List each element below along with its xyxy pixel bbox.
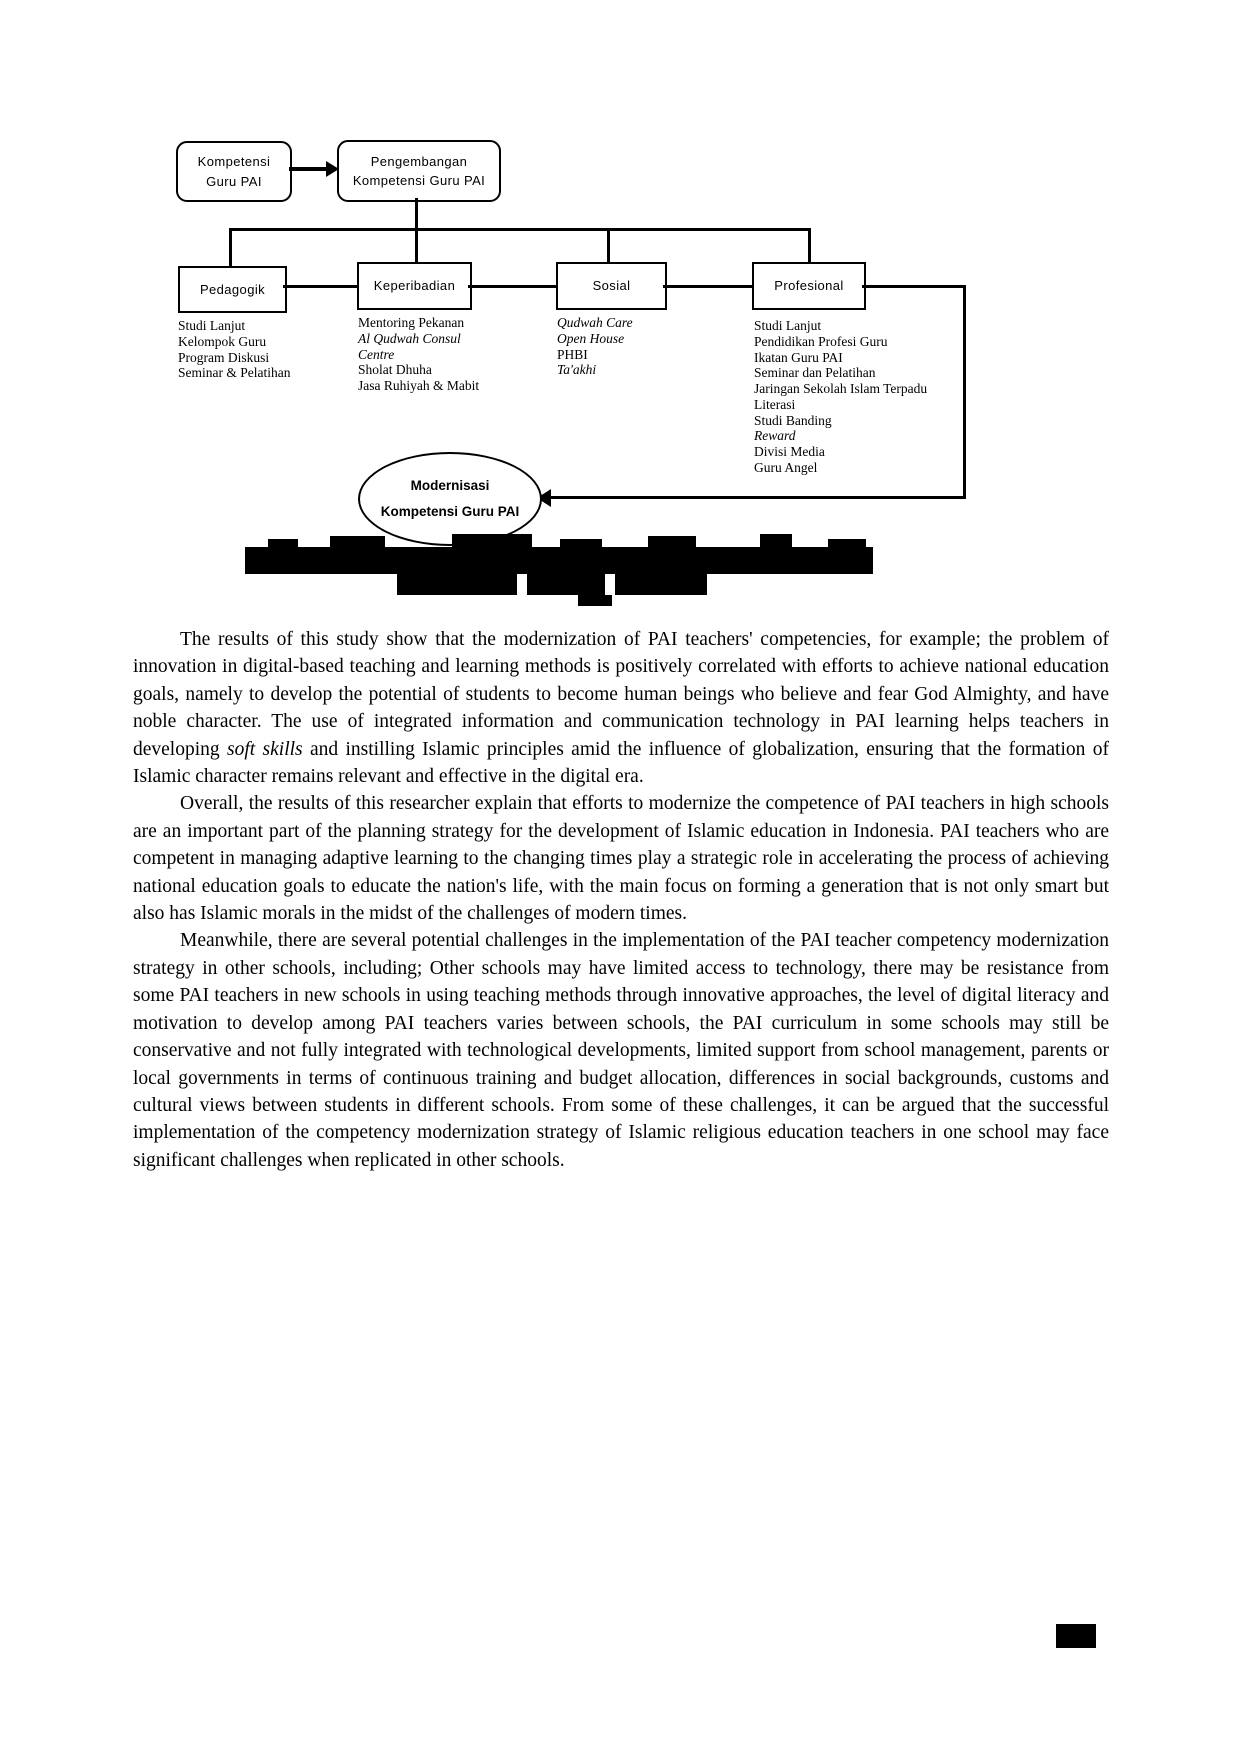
connector-line — [663, 285, 752, 288]
node-label-line: Pengembangan — [370, 153, 468, 169]
redaction-bar — [527, 574, 605, 595]
text-segment: Meanwhile, there are several potential challenges in the implementation of the PAI teacher competency modernization strategy in other schools, including; Other schools may have limited access to technology, there may be resistance from some PAI teachers in new schools in using teaching methods through innovative approaches, the level of digital literacy and motivation to develop among PAI teachers varies between schools, the PAI curriculum in some schools may still be conservative and not fully integrated with technological developments, limited support from school management, parents or local governments in terms of continuous training and budget allocation, differences in social backgrounds, customs and cultural views between students in different schools. From some of these challenges, it can be argued that the successful implementation of the competency modernization strategy of Islamic religious education teachers in one school may face significant challenges when replicated in other schools. — [133, 930, 1109, 1171]
text-segment: Overall, the results of this researcher explain that efforts to modernize the competence of PAI teachers in high schools are an important part of the planning strategy for the development of Islamic education in Indonesia. PAI teachers who are competent in managing adaptive learning to the changing times play a strategic role in accelerating the process of achieving national education goals to educate the nation's life, with the main focus on forming a generation that is not only smart but also has Islamic morals in the midst of the challenges of modern times. — [133, 793, 1109, 925]
connector-line — [229, 228, 811, 231]
node-label: Pedagogik — [199, 281, 266, 297]
list-item: Guru Angel — [754, 460, 818, 476]
pedagogik-item-list — [178, 318, 328, 381]
node-label-line: Modernisasi — [410, 478, 490, 494]
redaction-bar — [828, 539, 866, 548]
flowchart-node-kompetensi-guru-pai — [176, 141, 292, 202]
list-item: Kelompok Guru — [178, 333, 267, 349]
node-label-line: Guru PAI — [206, 173, 262, 189]
list-item: Studi Lanjut — [754, 318, 822, 333]
keperibadian-item-list — [358, 315, 496, 394]
redaction-bar — [330, 536, 385, 548]
flowchart-node-modernisasi — [358, 452, 542, 546]
list-item: Studi Banding — [754, 412, 832, 428]
node-label-line: Kompetensi Guru PAI — [380, 504, 520, 519]
connector-line — [468, 285, 556, 288]
text-segment: The results of this study show that the modernization of PAI teachers' competencies, for example; the problem of innovation in digital-based teaching and learning methods is positively correlated with efforts to achieve national education goals, namely to develop the potential of students to become human beings who believe and fear God Almighty, and have noble character. The use of integrated information and communication technology in PAI learning helps teachers in developing — [133, 629, 1109, 760]
node-label-line: Kompetensi — [197, 154, 271, 169]
text-segment: soft skills — [227, 738, 303, 760]
list-item: Jaringan Sekolah Islam Terpadu — [754, 381, 928, 397]
text-segment: and instilling Islamic principles amid the influence of globalization, ensuring that the formation of Islamic character remains relevant and effective in the digital era. — [133, 738, 1109, 788]
list-item: Studi Lanjut — [178, 318, 246, 333]
redaction-bar — [268, 539, 298, 548]
flowchart-node-profesional — [752, 262, 866, 310]
connector-line — [283, 285, 357, 288]
redaction-bar — [760, 534, 792, 548]
redaction-bar — [578, 595, 612, 606]
sosial-item-list — [557, 315, 687, 378]
list-item: Mentoring Pekanan — [358, 315, 465, 330]
list-item: Program Diskusi — [178, 349, 270, 365]
node-label: Keperibadian — [373, 278, 456, 294]
connector-line — [229, 228, 232, 267]
list-item: Seminar & Pelatihan — [178, 365, 291, 381]
list-item: Qudwah Care — [557, 315, 633, 330]
list-item: Divisi Media — [754, 444, 825, 460]
list-item: Ikatan Guru PAI — [754, 349, 843, 365]
list-item: Pendidikan Profesi Guru — [754, 333, 888, 349]
node-label: Sosial — [592, 278, 631, 294]
list-item: Reward — [754, 428, 796, 444]
redaction-bar — [560, 539, 602, 548]
connector-line — [963, 285, 966, 499]
list-item: Seminar dan Pelatihan — [754, 365, 876, 381]
list-item: PHBI — [557, 346, 588, 362]
profesional-item-list — [754, 318, 958, 476]
flowchart-node-pedagogik — [178, 266, 287, 313]
node-label: Profesional — [774, 278, 844, 294]
redaction-bar — [452, 534, 532, 548]
node-label-line: Kompetensi Guru PAI — [352, 173, 486, 188]
paragraph — [133, 927, 1109, 1174]
list-item: Sholat Dhuha — [358, 362, 432, 378]
connector-line — [862, 285, 966, 288]
paragraph — [133, 790, 1109, 927]
flowchart-node-sosial — [556, 262, 667, 310]
list-item: Open House — [557, 330, 625, 346]
redaction-bar — [245, 547, 873, 574]
article-text — [133, 626, 1109, 1174]
connector-line — [808, 228, 811, 263]
redaction-bar — [397, 574, 517, 595]
connector-line — [289, 167, 327, 171]
redacted-page-number — [1056, 1624, 1096, 1648]
flowchart-node-keperibadian — [357, 262, 472, 310]
redaction-bar — [648, 536, 696, 548]
list-item: Ta'akhi — [557, 362, 597, 378]
list-item: Jasa Ruhiyah & Mabit — [358, 378, 480, 394]
list-item: Al Qudwah Consul Centre — [358, 330, 461, 362]
list-item: Literasi — [754, 396, 796, 412]
redaction-bar — [615, 574, 707, 595]
connector-line — [607, 228, 610, 263]
flowchart-node-pengembangan — [337, 140, 501, 202]
connector-line — [549, 496, 966, 499]
paragraph — [133, 626, 1109, 790]
